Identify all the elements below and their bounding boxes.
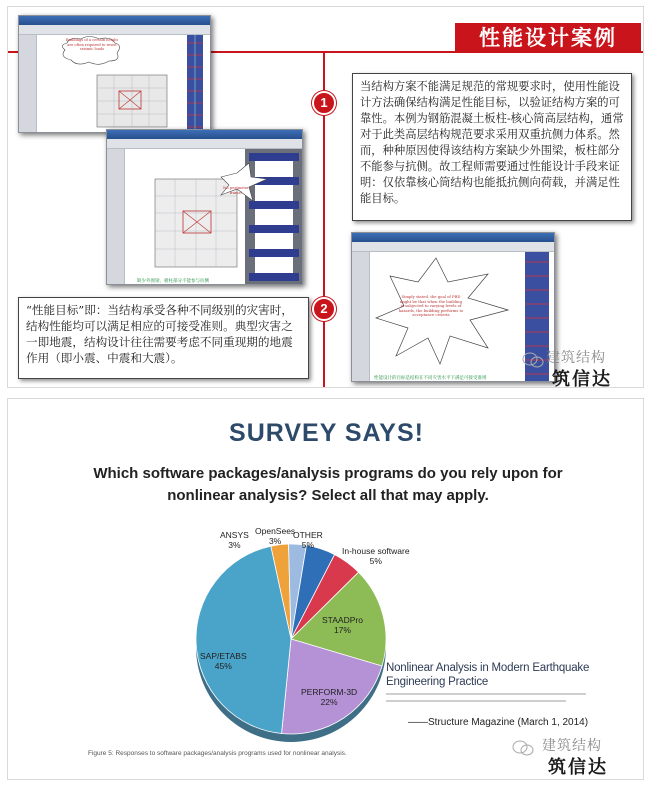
article-source: ——Structure Magazine (March 1, 2014) (408, 717, 589, 728)
screenshot-1 (18, 15, 211, 133)
model-drawing (125, 149, 303, 285)
callout-text: Buildings of a certain height are often required to resist seismic loads (66, 38, 118, 51)
watermark-top (518, 347, 643, 387)
slide-title: 性能设计案例 (455, 23, 641, 53)
window-titlebar (107, 130, 302, 139)
window-sidebar (19, 35, 37, 132)
bottom-slide (7, 398, 644, 780)
pie-label-other: OTHER 5% (293, 530, 323, 550)
callout-text: No perimeter frame! (223, 185, 249, 195)
callout-text: Simply stated, the goal of PBD might be that when the building is subjected to varying levels of hazards, the building performs to acceptance criteria (398, 294, 464, 318)
marker-1: 1 (312, 91, 336, 115)
top-slide (7, 6, 644, 388)
description-box-2: “性能目标”即：当结构承受各种不同级别的灾害时，结构性能均可以满足相应的可接受准则。典型灾害之一即地震，结构设计往往需要考虑不同重现期的地震作用（即小震、中震和大震）。 (18, 297, 309, 379)
survey-question: Which software packages/analysis programs do you rely upon for nonlinear analysis? Select all that may apply. (93, 465, 563, 504)
svg-text:性能设计的目标是结构在不同灾害水平下满足可接受准则: 性能设计的目标是结构在不同灾害水平下满足可接受准则 (374, 376, 487, 381)
svg-text:缺少外围梁，板柱部分不能参与抗侧: 缺少外围梁，板柱部分不能参与抗侧 (137, 279, 209, 284)
wechat-icon (512, 739, 534, 757)
marker-2: 2 (312, 297, 336, 321)
window-toolbar (107, 139, 302, 149)
window-toolbar (19, 25, 210, 35)
pie-label-sap-etabs: SAP/ETABS 45% (200, 651, 247, 671)
article-author-line (386, 691, 606, 702)
watermark-bottom (508, 735, 643, 777)
window-titlebar (19, 16, 210, 25)
brand-text: 建筑结构 (546, 350, 606, 366)
article-title: Nonlinear Analysis in Modern Earthquake Engineering Practice (386, 662, 590, 688)
logo-text: 筑信达 (548, 757, 608, 778)
survey-title: SURVEY SAYS! (229, 419, 424, 447)
brand-text: 建筑结构 (542, 738, 602, 754)
pie-label-opensees: OpenSees 3% (255, 526, 296, 546)
window-sidebar (352, 252, 370, 381)
wechat-icon (522, 351, 544, 369)
pie-label-inhouse: In-house software 5% (342, 546, 410, 566)
figure-caption: Figure 5: Responses to software packages/analysis programs used for nonlinear analysis. (88, 750, 347, 757)
window-toolbar (352, 242, 554, 252)
description-box-1: 当结构方案不能满足规范的常规要求时，使用性能设计方法确保结构满足性能目标，以验证结构方案的可靠性。本例为钢筋混凝土板柱-核心筒高层结构，通常对于此类高层结构规范要求采用双重抗侧力体系。然而，种种原因使得该结构方案缺少外围梁，板柱部分不能参与抗侧。故工程师需要通过性能设计手段来证明：仅依靠核心筒结构也能抵抗侧向荷载，并满足性能目标。 (352, 73, 632, 221)
screenshot-2 (106, 129, 303, 285)
pie-label-perform3d: PERFORM-3D 22% (301, 687, 358, 707)
pie-label-ansys: ANSYS 3% (220, 530, 249, 550)
pie-label-staadpro: STAADPro 17% (322, 615, 363, 635)
model-canvas (125, 149, 302, 284)
window-sidebar (107, 149, 125, 284)
window-titlebar (352, 233, 554, 242)
logo-text: 筑信达 (552, 369, 612, 388)
pie-slice-sap-etabs (196, 546, 291, 733)
